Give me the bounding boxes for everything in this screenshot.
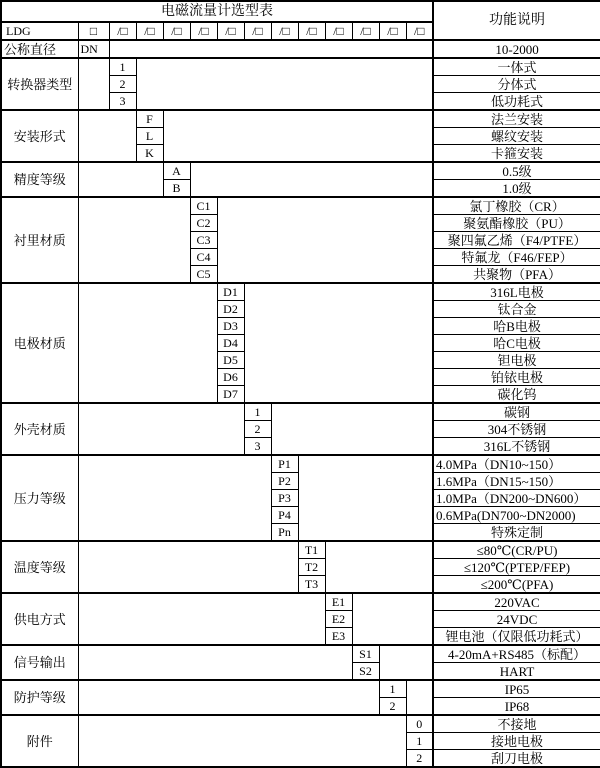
option-code-cell: F bbox=[136, 110, 163, 128]
option-desc-cell: 316L不锈钢 bbox=[433, 438, 600, 456]
spacer-cell bbox=[271, 403, 433, 455]
slash-box-cell: /□ bbox=[379, 22, 406, 40]
option-code-cell: Pn bbox=[271, 524, 298, 542]
slash-box-cell: /□ bbox=[136, 22, 163, 40]
option-desc-cell: 低功耗式 bbox=[433, 93, 600, 111]
option-desc-cell: 哈B电极 bbox=[433, 318, 600, 335]
option-code-cell: 3 bbox=[244, 438, 271, 456]
category-label: 公称直径 bbox=[1, 40, 78, 58]
spacer-cell bbox=[78, 162, 163, 197]
spacer-cell bbox=[136, 58, 433, 110]
option-desc-cell: 1.6MPa（DN15~150） bbox=[433, 473, 600, 490]
option-desc-cell: IP65 bbox=[433, 680, 600, 698]
option-code-cell: S2 bbox=[352, 663, 379, 681]
option-code-cell: 1 bbox=[406, 733, 433, 750]
option-code-cell: L bbox=[136, 128, 163, 145]
option-desc-cell: 铂铱电极 bbox=[433, 369, 600, 386]
title-row bbox=[1, 1, 600, 22]
option-code-cell: D2 bbox=[217, 301, 244, 318]
option-desc-cell: 聚氨酯橡胶（PU） bbox=[433, 215, 600, 232]
option-desc-cell: 刮刀电极 bbox=[433, 750, 600, 768]
slash-box-cell: /□ bbox=[325, 22, 352, 40]
spacer-cell bbox=[78, 58, 109, 110]
option-code-cell: P2 bbox=[271, 473, 298, 490]
option-code-cell: K bbox=[136, 145, 163, 163]
option-desc-cell: ≤200℃(PFA) bbox=[433, 576, 600, 594]
option-code-cell: 2 bbox=[109, 76, 136, 93]
option-desc-cell: 1.0级 bbox=[433, 180, 600, 198]
option-code-cell: 2 bbox=[379, 698, 406, 716]
spacer-cell bbox=[298, 455, 433, 541]
spacer-cell bbox=[78, 197, 190, 283]
option-desc-cell: 钛合金 bbox=[433, 301, 600, 318]
spacer-cell bbox=[190, 162, 433, 197]
spacer-cell bbox=[163, 110, 433, 162]
header-rows bbox=[1, 1, 600, 58]
category-label: 供电方式 bbox=[1, 593, 78, 645]
slash-box-cell: /□ bbox=[244, 22, 271, 40]
option-code-cell: P3 bbox=[271, 490, 298, 507]
option-code-cell: 1 bbox=[109, 58, 136, 76]
option-desc-cell: ≤80℃(CR/PU) bbox=[433, 541, 600, 559]
table-row bbox=[1, 110, 600, 128]
option-desc-cell: 特氟龙（F46/FEP） bbox=[433, 249, 600, 266]
category-label: 转换器类型 bbox=[1, 58, 78, 110]
option-code-cell: S1 bbox=[352, 645, 379, 663]
slash-box-cell: /□ bbox=[163, 22, 190, 40]
slash-box-cell: /□ bbox=[217, 22, 244, 40]
option-code-cell: D5 bbox=[217, 352, 244, 369]
spacer-cell bbox=[352, 593, 433, 645]
function-column-header: 功能说明 bbox=[433, 1, 600, 40]
category-label: 电极材质 bbox=[1, 283, 78, 403]
option-desc-cell: 哈C电极 bbox=[433, 335, 600, 352]
option-desc-cell: 4.0MPa（DN10~150） bbox=[433, 455, 600, 473]
category-label: 信号输出 bbox=[1, 645, 78, 680]
table-row bbox=[1, 593, 600, 611]
option-desc-cell: 氯丁橡胶（CR） bbox=[433, 197, 600, 215]
spacer-cell bbox=[78, 645, 352, 680]
option-desc-cell: 220VAC bbox=[433, 593, 600, 611]
table-row bbox=[1, 283, 600, 301]
option-code-cell: 2 bbox=[406, 750, 433, 768]
option-code-cell: T1 bbox=[298, 541, 325, 559]
category-rows bbox=[1, 58, 600, 767]
spacer-cell bbox=[78, 715, 406, 767]
spacer-cell bbox=[379, 645, 433, 680]
option-code-cell: DN bbox=[78, 40, 109, 58]
option-code-cell: B bbox=[163, 180, 190, 198]
option-desc-cell: 碳钢 bbox=[433, 403, 600, 421]
option-code-cell: D4 bbox=[217, 335, 244, 352]
model-code-label: LDG bbox=[1, 22, 78, 40]
option-code-cell: C5 bbox=[190, 266, 217, 284]
option-code-cell: 3 bbox=[109, 93, 136, 111]
spacer-cell bbox=[78, 110, 136, 162]
table-title: 电磁流量计选型表 bbox=[1, 1, 433, 22]
table-row bbox=[1, 680, 600, 698]
slash-box-cell: /□ bbox=[109, 22, 136, 40]
option-desc-cell: 不接地 bbox=[433, 715, 600, 733]
spacer-cell bbox=[325, 541, 433, 593]
option-desc-cell: 特殊定制 bbox=[433, 524, 600, 542]
slash-box-cell: /□ bbox=[406, 22, 433, 40]
option-code-cell: C2 bbox=[190, 215, 217, 232]
option-desc-cell: 共聚物（PFA） bbox=[433, 266, 600, 284]
option-desc-cell: 法兰安装 bbox=[433, 110, 600, 128]
option-code-cell: 0 bbox=[406, 715, 433, 733]
option-desc-cell: 316L电极 bbox=[433, 283, 600, 301]
category-label: 防护等级 bbox=[1, 680, 78, 715]
option-code-cell: 1 bbox=[244, 403, 271, 421]
option-desc-cell: 卡箍安装 bbox=[433, 145, 600, 163]
spacer-cell bbox=[78, 455, 271, 541]
category-label: 精度等级 bbox=[1, 162, 78, 197]
table-row bbox=[1, 403, 600, 421]
spacer-cell bbox=[109, 40, 433, 58]
category-label: 压力等级 bbox=[1, 455, 78, 541]
option-desc-cell: 螺纹安装 bbox=[433, 128, 600, 145]
option-code-cell: D1 bbox=[217, 283, 244, 301]
table-row bbox=[1, 715, 600, 733]
option-code-cell: D3 bbox=[217, 318, 244, 335]
option-desc-cell: 304不锈钢 bbox=[433, 421, 600, 438]
spacer-cell bbox=[78, 593, 325, 645]
slash-box-cell: /□ bbox=[352, 22, 379, 40]
option-code-cell: C1 bbox=[190, 197, 217, 215]
option-code-cell: 2 bbox=[244, 421, 271, 438]
option-desc-cell: IP68 bbox=[433, 698, 600, 716]
option-desc-cell: 10-2000 bbox=[433, 40, 600, 58]
option-code-cell: C3 bbox=[190, 232, 217, 249]
table-row bbox=[1, 645, 600, 663]
spacer-cell bbox=[78, 541, 298, 593]
category-label: 外壳材质 bbox=[1, 403, 78, 455]
table-row bbox=[1, 197, 600, 215]
option-desc-cell: 1.0MPa（DN200~DN600） bbox=[433, 490, 600, 507]
table-row bbox=[1, 162, 600, 180]
slash-box-cell: /□ bbox=[190, 22, 217, 40]
diameter-row bbox=[1, 40, 600, 58]
spacer-cell bbox=[78, 403, 244, 455]
option-desc-cell: 锂电池（仅限低功耗式） bbox=[433, 628, 600, 646]
option-desc-cell: 24VDC bbox=[433, 611, 600, 628]
option-desc-cell: 分体式 bbox=[433, 76, 600, 93]
category-label: 温度等级 bbox=[1, 541, 78, 593]
table-row bbox=[1, 455, 600, 473]
category-label: 衬里材质 bbox=[1, 197, 78, 283]
category-label: 安装形式 bbox=[1, 110, 78, 162]
spacer-cell bbox=[244, 283, 433, 403]
option-desc-cell: ≤120℃(PTEP/FEP) bbox=[433, 559, 600, 576]
option-desc-cell: HART bbox=[433, 663, 600, 681]
option-code-cell: C4 bbox=[190, 249, 217, 266]
option-desc-cell: 0.6MPa(DN700~DN2000) bbox=[433, 507, 600, 524]
option-code-cell: P4 bbox=[271, 507, 298, 524]
option-desc-cell: 接地电极 bbox=[433, 733, 600, 750]
slash-box-cell: /□ bbox=[298, 22, 325, 40]
slash-box-cell: /□ bbox=[271, 22, 298, 40]
option-code-cell: T3 bbox=[298, 576, 325, 594]
option-desc-cell: 钽电极 bbox=[433, 352, 600, 369]
table-row bbox=[1, 58, 600, 76]
option-desc-cell: 一体式 bbox=[433, 58, 600, 76]
option-desc-cell: 碳化钨 bbox=[433, 386, 600, 404]
option-desc-cell: 0.5级 bbox=[433, 162, 600, 180]
table-row bbox=[1, 541, 600, 559]
option-code-cell: E3 bbox=[325, 628, 352, 646]
code-box-cell: □ bbox=[78, 22, 109, 40]
spacer-cell bbox=[217, 197, 433, 283]
spacer-cell bbox=[78, 680, 379, 715]
option-code-cell: P1 bbox=[271, 455, 298, 473]
option-code-cell: D7 bbox=[217, 386, 244, 404]
option-code-cell: D6 bbox=[217, 369, 244, 386]
option-code-cell: E1 bbox=[325, 593, 352, 611]
spacer-cell bbox=[406, 680, 433, 715]
option-desc-cell: 4-20mA+RS485（标配） bbox=[433, 645, 600, 663]
category-label: 附件 bbox=[1, 715, 78, 767]
option-code-cell: T2 bbox=[298, 559, 325, 576]
option-code-cell: 1 bbox=[379, 680, 406, 698]
spacer-cell bbox=[78, 283, 217, 403]
option-code-cell: A bbox=[163, 162, 190, 180]
option-desc-cell: 聚四氟乙烯（F4/PTFE） bbox=[433, 232, 600, 249]
option-code-cell: E2 bbox=[325, 611, 352, 628]
